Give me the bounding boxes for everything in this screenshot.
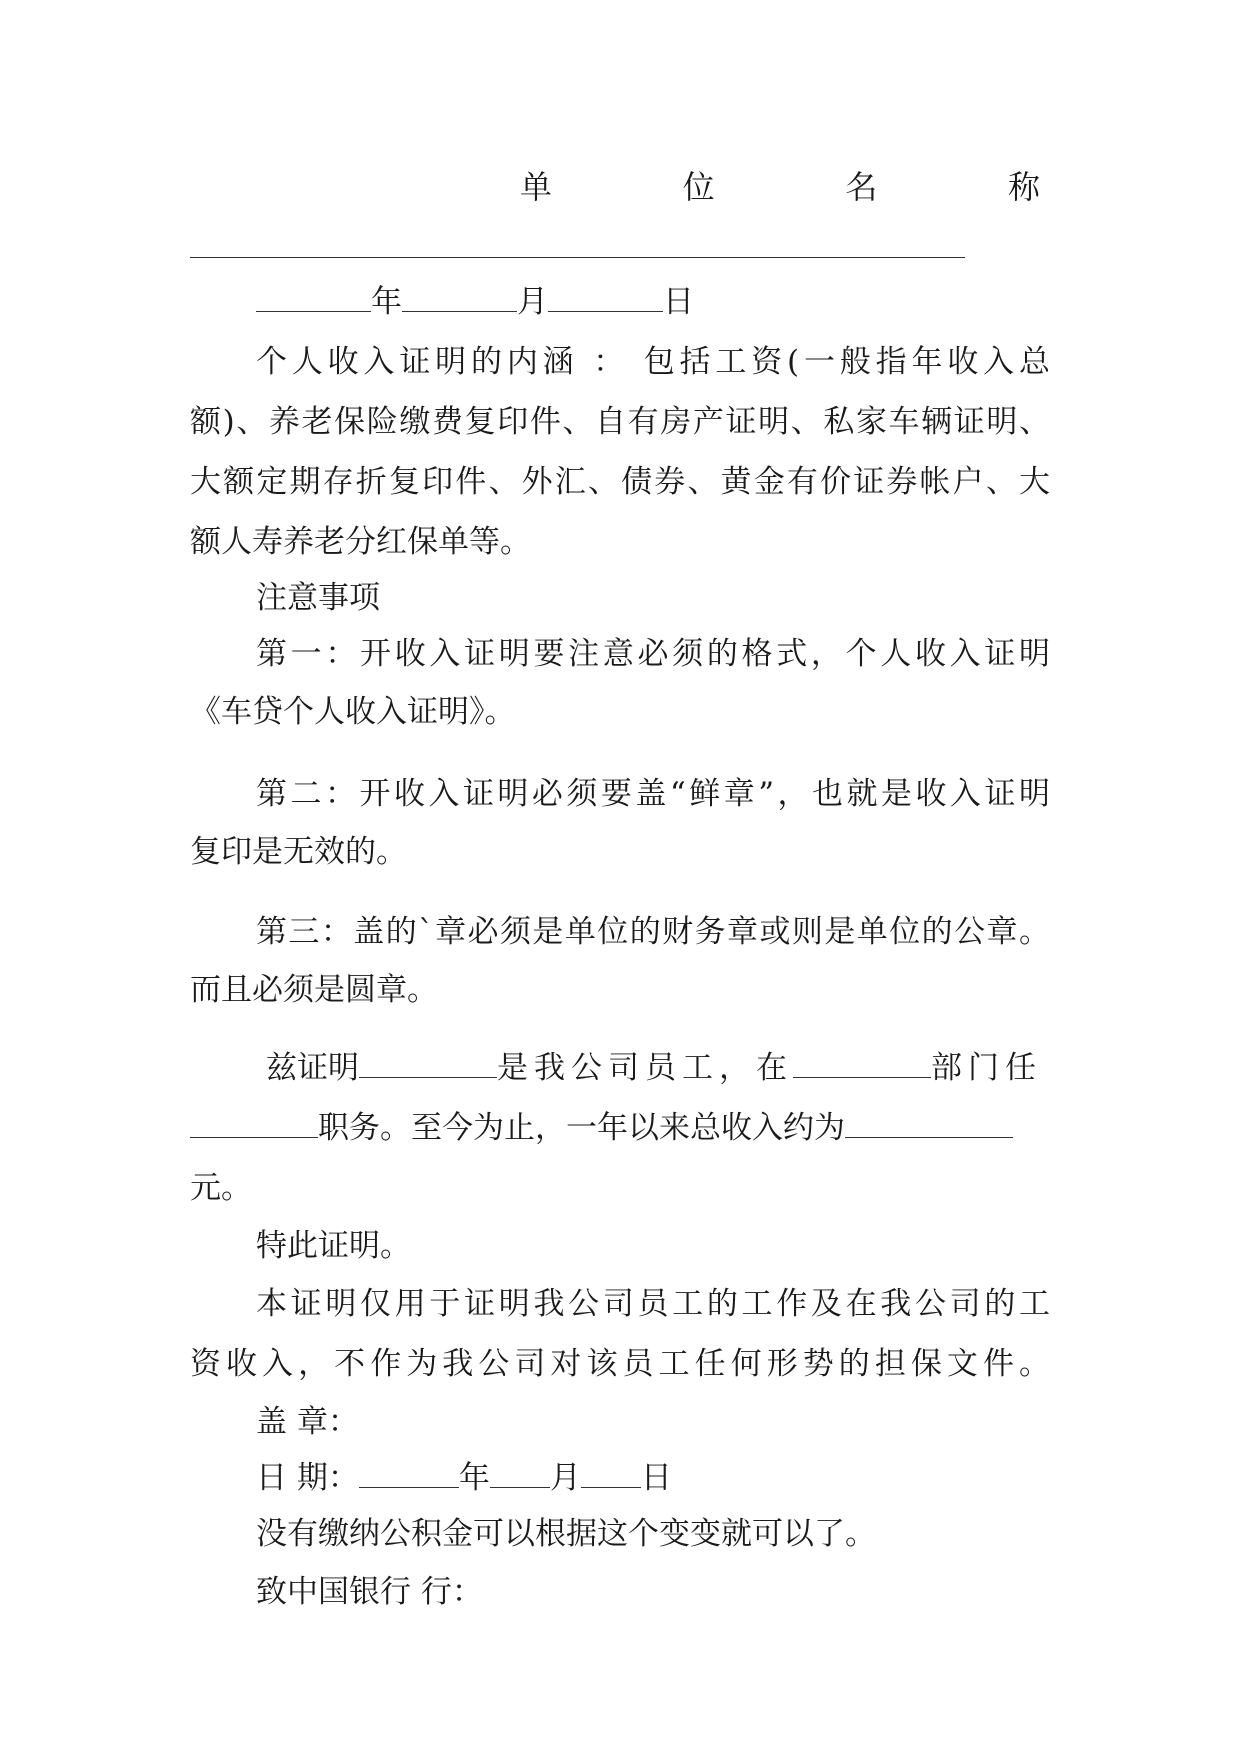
notes-heading: 注意事项 bbox=[256, 580, 380, 616]
note-second-line-1: 第二：开收入证明必须要盖“鲜章”，也就是收入证明 bbox=[256, 776, 1050, 812]
income-blank bbox=[845, 1109, 1013, 1138]
year-label: 年 bbox=[371, 284, 402, 320]
note-third-line-1: 第三：盖的`章必须是单位的财务章或则是单位的公章。 bbox=[256, 914, 1050, 950]
certify-line-2 bbox=[190, 1108, 1050, 1148]
month-label: 月 bbox=[517, 284, 548, 320]
intro-line-3: 大额定期存折复印件、外汇、债券、黄金有价证券帐户、大 bbox=[190, 464, 1050, 500]
note-first-line-2: 《车贷个人收入证明》。 bbox=[190, 694, 516, 730]
position-blank bbox=[190, 1109, 318, 1138]
unit-name-rule bbox=[190, 257, 965, 258]
certify-income-text: 职务。至今为止，一年以来总收入约为 bbox=[318, 1110, 845, 1146]
unit-char-3: 名 bbox=[845, 168, 878, 206]
scope-line-2: 资收入，不作为我公司对该员工任何形势的担保文件。 bbox=[190, 1346, 1050, 1382]
note-first-line-1: 第一：开收入证明要注意必须的格式，个人收入证明 bbox=[256, 636, 1050, 672]
sign-month-label: 月 bbox=[549, 1460, 581, 1496]
special-certify: 特此证明。 bbox=[256, 1228, 411, 1264]
unit-name-heading bbox=[520, 162, 1040, 208]
certify-dept-suffix: 部门任 bbox=[931, 1050, 1042, 1086]
seal-label: 盖 章： bbox=[256, 1404, 359, 1440]
day-blank bbox=[548, 283, 663, 312]
note-third-line-2: 而且必须是圆章。 bbox=[190, 972, 438, 1008]
intro-line-1: 个人收入证明的内涵 ： 包括工资(一般指年收入总 bbox=[256, 344, 1050, 380]
sign-month-blank bbox=[490, 1459, 550, 1488]
month-blank bbox=[402, 283, 517, 312]
intro-line-4: 额人寿养老分红保单等。 bbox=[190, 524, 531, 560]
department-blank bbox=[793, 1049, 931, 1078]
sign-year-label: 年 bbox=[458, 1460, 490, 1496]
unit-char-2: 位 bbox=[682, 168, 715, 206]
date-line bbox=[256, 282, 1116, 322]
unit-char-4: 称 bbox=[1007, 168, 1040, 206]
certify-line-1 bbox=[266, 1048, 1126, 1088]
certify-prefix: 兹证明 bbox=[266, 1050, 359, 1086]
intro-line-2: 额)、养老保险缴费复印件、自有房产证明、私家车辆证明、 bbox=[190, 404, 1050, 440]
day-label: 日 bbox=[663, 284, 694, 320]
sign-date-line bbox=[256, 1458, 1116, 1498]
employee-name-blank bbox=[359, 1049, 497, 1078]
scope-line-1: 本证明仅用于证明我公司员工的工作及在我公司的工 bbox=[256, 1286, 1050, 1322]
note-second-line-2: 复印是无效的。 bbox=[190, 834, 407, 870]
certify-middle: 是我公司员工，在 bbox=[497, 1050, 793, 1086]
year-blank bbox=[256, 283, 371, 312]
sign-day-blank bbox=[581, 1459, 641, 1488]
sign-year-blank bbox=[359, 1459, 459, 1488]
unit-char-1: 单 bbox=[520, 168, 553, 206]
to-bank-line: 致中国银行 行： bbox=[256, 1574, 483, 1610]
certify-line-3: 元。 bbox=[190, 1170, 252, 1206]
sign-day-label: 日 bbox=[640, 1460, 672, 1496]
sign-date-label: 日 期： bbox=[256, 1460, 359, 1496]
no-fund-note: 没有缴纳公积金可以根据这个变变就可以了。 bbox=[256, 1516, 876, 1552]
